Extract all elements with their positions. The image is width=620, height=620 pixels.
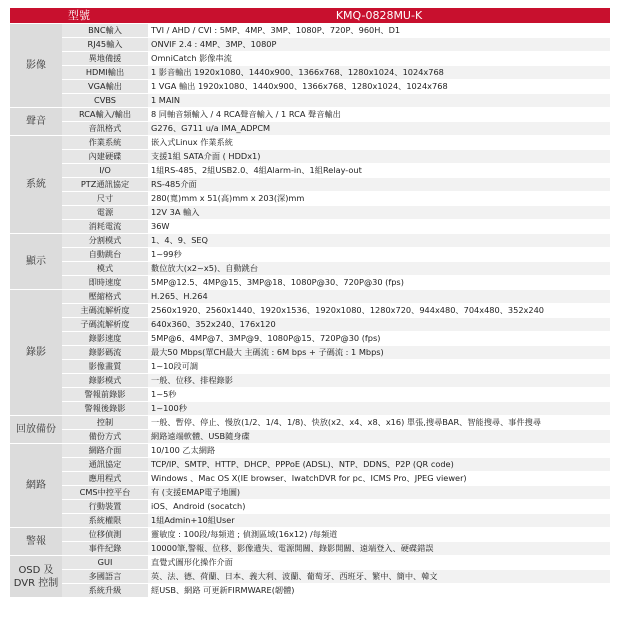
section-name: 影像 — [10, 24, 62, 108]
spec-value: 有 (支援EMAP電子地圖) — [148, 486, 610, 500]
spec-value: 數位放大(x2~x5)、自動跳台 — [148, 262, 610, 276]
spec-row — [10, 178, 610, 192]
spec-row — [10, 164, 610, 178]
spec-label: 即時速度 — [62, 276, 148, 290]
section-name: 聲音 — [10, 108, 62, 136]
spec-label: 系統權限 — [62, 514, 148, 528]
spec-label: 錄影模式 — [62, 374, 148, 388]
spec-row — [10, 122, 610, 136]
spec-value: 1 影音輸出 1920x1080、1440x900、1366x768、1280x1024、1024x768 — [148, 66, 610, 80]
spec-row — [10, 318, 610, 332]
spec-label: HDMI輸出 — [62, 66, 148, 80]
spec-row — [10, 374, 610, 388]
section-name: 網路 — [10, 444, 62, 528]
section-name: 錄影 — [10, 290, 62, 416]
spec-label: I/O — [62, 164, 148, 178]
spec-row — [10, 332, 610, 346]
spec-row — [10, 528, 610, 542]
spec-row — [10, 276, 610, 290]
spec-value: 10000筆,警報、位移、影像遺失、電源開關、錄影開關、遠端登入、硬碟錯誤 — [148, 542, 610, 556]
spec-label: RJ45輸入 — [62, 38, 148, 52]
spec-value: H.265、H.264 — [148, 290, 610, 304]
spec-row — [10, 94, 610, 108]
spec-label: 自動跳台 — [62, 248, 148, 262]
spec-row — [10, 192, 610, 206]
spec-value: 8 同軸音頻輸入 / 4 RCA聲音輸入 / 1 RCA 聲音輸出 — [148, 108, 610, 122]
spec-label: BNC輸入 — [62, 24, 148, 38]
spec-value: TVI / AHD / CVI : 5MP、4MP、3MP、1080P、720P、960H、D1 — [148, 24, 610, 38]
spec-label: 通訊協定 — [62, 458, 148, 472]
spec-row — [10, 388, 610, 402]
spec-row — [10, 66, 610, 80]
spec-label: 作業系統 — [62, 136, 148, 150]
model-number: KMQ-0828MU-K — [148, 8, 610, 24]
spec-value: ONVIF 2.4 : 4MP、3MP、1080P — [148, 38, 610, 52]
section-name: OSD 及 DVR 控制 — [10, 556, 62, 598]
spec-value: 640x360、352x240、176x120 — [148, 318, 610, 332]
spec-row — [10, 416, 610, 430]
spec-label: 分割模式 — [62, 234, 148, 248]
spec-row — [10, 206, 610, 220]
spec-label: 模式 — [62, 262, 148, 276]
spec-label: 錄影碼流 — [62, 346, 148, 360]
spec-label: 備份方式 — [62, 430, 148, 444]
spec-value: 英、法、德、荷蘭、日本、義大利、波蘭、葡萄牙、西班牙、繁中、簡中、韓文 — [148, 570, 610, 584]
spec-value: 10/100 乙太網路 — [148, 444, 610, 458]
spec-row — [10, 262, 610, 276]
spec-label: 異地備援 — [62, 52, 148, 66]
spec-row — [10, 542, 610, 556]
spec-label: 電源 — [62, 206, 148, 220]
spec-value: 網路遠端軟體、USB隨身碟 — [148, 430, 610, 444]
section-name: 回放備份 — [10, 416, 62, 444]
spec-value: 1 MAIN — [148, 94, 610, 108]
spec-value: 1組Admin+10組User — [148, 514, 610, 528]
spec-value: 1 VGA 輸出 1920x1080、1440x900、1366x768、1280x1024、1024x768 — [148, 80, 610, 94]
spec-row — [10, 500, 610, 514]
spec-table-body — [10, 8, 610, 598]
spec-row — [10, 24, 610, 38]
header-row — [10, 8, 610, 24]
spec-label: 行動裝置 — [62, 500, 148, 514]
spec-row — [10, 472, 610, 486]
spec-value: RS-485介面 — [148, 178, 610, 192]
spec-row — [10, 290, 610, 304]
spec-label: 消耗電流 — [62, 220, 148, 234]
spec-row — [10, 430, 610, 444]
spec-row — [10, 360, 610, 374]
spec-label: 主碼流解析度 — [62, 304, 148, 318]
spec-value: Windows 、Mac OS X(IE browser、IwatchDVR for pc、ICMS Pro、JPEG viewer) — [148, 472, 610, 486]
spec-value: 最大50 Mbps(單CH最大 主碼流 : 6M bps + 子碼流 : 1 Mbps) — [148, 346, 610, 360]
spec-label: 警報後錄影 — [62, 402, 148, 416]
spec-label: 影像畫質 — [62, 360, 148, 374]
spec-row — [10, 38, 610, 52]
section-name: 系統 — [10, 136, 62, 234]
spec-row — [10, 150, 610, 164]
spec-row — [10, 220, 610, 234]
spec-value: 1~5秒 — [148, 388, 610, 402]
section-name: 顯示 — [10, 234, 62, 290]
spec-value: 1~10段可調 — [148, 360, 610, 374]
spec-label: 應用程式 — [62, 472, 148, 486]
spec-row — [10, 304, 610, 318]
spec-row — [10, 486, 610, 500]
spec-row — [10, 80, 610, 94]
spec-label: 尺寸 — [62, 192, 148, 206]
spec-value: 1~100秒 — [148, 402, 610, 416]
spec-value: 280(寬)mm x 51(高)mm x 203(深)mm — [148, 192, 610, 206]
spec-value: 支援1組 SATA介面 ( HDDx1) — [148, 150, 610, 164]
spec-value: 5MP@12.5、4MP@15、3MP@18、1080P@30、720P@30 (fps) — [148, 276, 610, 290]
spec-row — [10, 584, 610, 598]
spec-row — [10, 458, 610, 472]
spec-label: 子碼流解析度 — [62, 318, 148, 332]
spec-value: 經USB、網路 可更新FIRMWARE(韌體) — [148, 584, 610, 598]
spec-value: 2560x1920、2560x1440、1920x1536、1920x1080、1280x720、944x480、704x480、352x240 — [148, 304, 610, 318]
spec-value: 36W — [148, 220, 610, 234]
spec-label: 音訊格式 — [62, 122, 148, 136]
spec-value: 靈敏度 : 100段/每頻道 ; 偵測區域(16x12) /每頻道 — [148, 528, 610, 542]
spec-value: G276、G711 u/a IMA_ADPCM — [148, 122, 610, 136]
section-name: 警報 — [10, 528, 62, 556]
spec-label: 壓縮格式 — [62, 290, 148, 304]
spec-row — [10, 346, 610, 360]
spec-value: 一般、位移、排程錄影 — [148, 374, 610, 388]
spec-row — [10, 248, 610, 262]
spec-label: 內建硬碟 — [62, 150, 148, 164]
spec-label: 系統升級 — [62, 584, 148, 598]
spec-value: 12V 3A 輸入 — [148, 206, 610, 220]
spec-label: PTZ通訊協定 — [62, 178, 148, 192]
spec-label: 事件紀錄 — [62, 542, 148, 556]
spec-label: VGA輸出 — [62, 80, 148, 94]
spec-row — [10, 52, 610, 66]
spec-label: CVBS — [62, 94, 148, 108]
spec-row — [10, 108, 610, 122]
spec-row — [10, 402, 610, 416]
spec-table — [10, 8, 610, 598]
spec-value: 1組RS-485、2組USB2.0、4組Alarm-in、1組Relay-out — [148, 164, 610, 178]
spec-label: 警報前錄影 — [62, 388, 148, 402]
spec-value: 一般、暫停、停止、慢放(1/2、1/4、1/8)、快放(x2、x4、x8、x16) 單張,搜尋BAR、智能搜尋、事件搜尋 — [148, 416, 610, 430]
spec-value: 1、4、9、SEQ — [148, 234, 610, 248]
spec-label: CMS中控平台 — [62, 486, 148, 500]
spec-label: 多國語言 — [62, 570, 148, 584]
spec-row — [10, 570, 610, 584]
spec-value: iOS、Android (socatch) — [148, 500, 610, 514]
spec-value: OmniCatch 影像串流 — [148, 52, 610, 66]
spec-row — [10, 444, 610, 458]
spec-row — [10, 556, 610, 570]
spec-row — [10, 136, 610, 150]
spec-value: 5MP@6、4MP@7、3MP@9、1080P@15、720P@30 (fps) — [148, 332, 610, 346]
spec-value: 1~99秒 — [148, 248, 610, 262]
spec-row — [10, 234, 610, 248]
spec-label: 位移偵測 — [62, 528, 148, 542]
header-label: 型號 — [10, 8, 148, 24]
spec-value: TCP/IP、SMTP、HTTP、DHCP、PPPoE (ADSL)、NTP、DDNS、P2P (QR code) — [148, 458, 610, 472]
spec-value: 嵌入式Linux 作業系統 — [148, 136, 610, 150]
spec-row — [10, 514, 610, 528]
spec-label: GUI — [62, 556, 148, 570]
spec-label: 控制 — [62, 416, 148, 430]
spec-label: 錄影速度 — [62, 332, 148, 346]
spec-label: 網路介面 — [62, 444, 148, 458]
spec-label: RCA輸入/輸出 — [62, 108, 148, 122]
spec-value: 直覺式圖形化操作介面 — [148, 556, 610, 570]
